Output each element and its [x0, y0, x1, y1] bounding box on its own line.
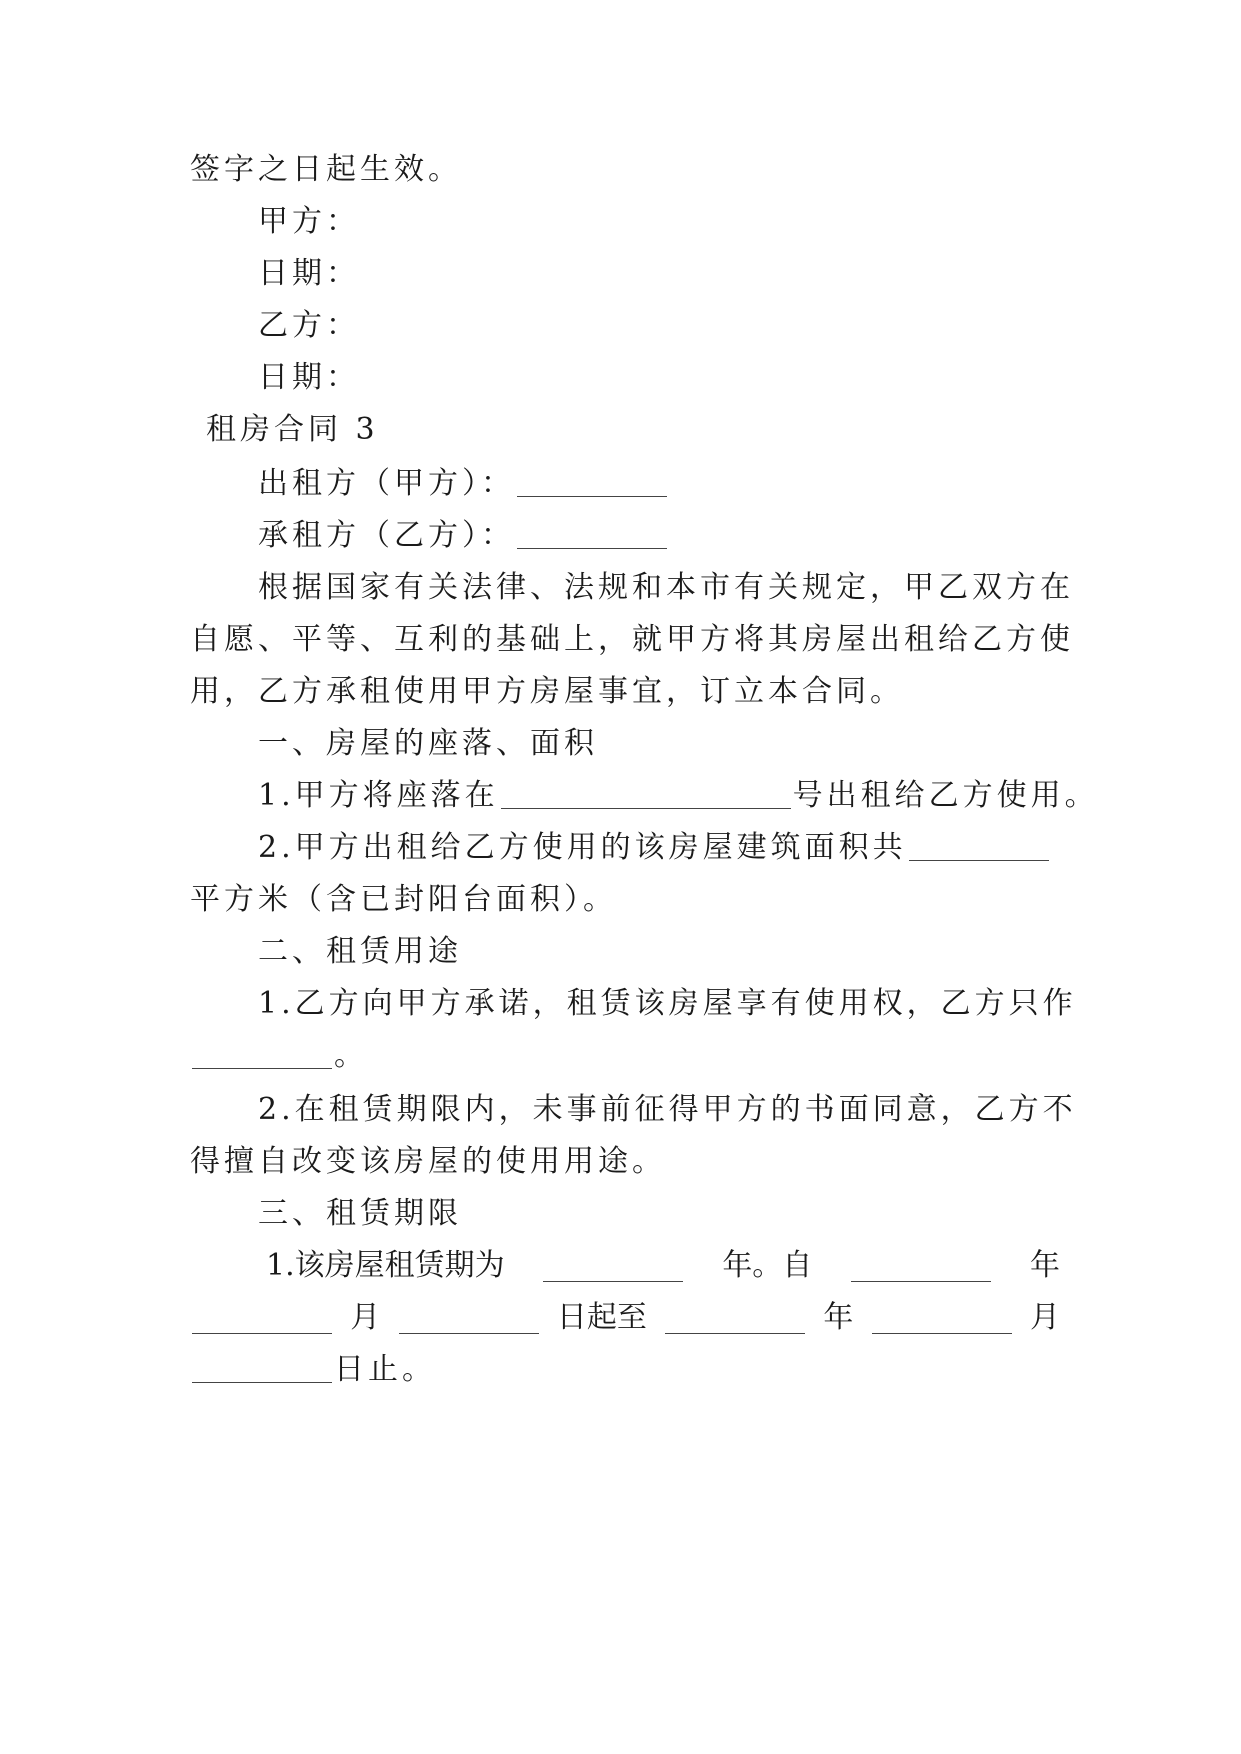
section-3-title: 三、租赁期限	[258, 1196, 462, 1231]
section-1-item-2-cont: 平方米（含已封阳台面积）。	[190, 882, 617, 917]
section-3-item-1-cont	[190, 1298, 1060, 1338]
party-a-signature: 甲方：	[258, 204, 360, 239]
section-3-item-1	[266, 1246, 1060, 1286]
item-text: 年	[823, 1300, 854, 1335]
start-year-blank	[851, 1251, 991, 1282]
item-text: 1.该房屋租赁期为	[266, 1248, 505, 1283]
item-text: 号出租给乙方使用。	[792, 778, 1099, 813]
section-3-item-1-end	[190, 1350, 1060, 1390]
section-1-item-1	[258, 776, 1099, 816]
item-text: 年。自	[722, 1248, 813, 1283]
item-text: 2.甲方出租给乙方使用的该房屋建筑面积共	[258, 830, 907, 865]
section-1-title: 一、房屋的座落、面积	[258, 726, 598, 761]
end-month-blank	[872, 1303, 1012, 1334]
end-year-blank	[665, 1303, 805, 1334]
intro-line-3: 用，乙方承租使用甲方房屋事宜，订立本合同。	[190, 674, 904, 709]
section-2-title: 二、租赁用途	[258, 934, 462, 969]
item-text: 日起至	[556, 1300, 647, 1335]
section-2-item-2: 2.在租赁期限内，未事前征得甲方的书面同意，乙方不	[258, 1092, 1077, 1127]
item-text: 1.甲方将座落在	[258, 778, 499, 813]
party-a-date: 日期：	[258, 256, 360, 291]
party-b-date: 日期：	[258, 360, 360, 395]
item-text: 。	[334, 1038, 368, 1073]
item-text: 月	[350, 1300, 381, 1335]
section-2-item-1: 1.乙方向甲方承诺，租赁该房屋享有使用权，乙方只作	[258, 986, 1077, 1021]
item-text: 年	[1030, 1248, 1060, 1283]
paragraph-effective: 签字之日起生效。	[190, 152, 462, 187]
item-text: 日止。	[334, 1352, 436, 1387]
party-b-signature: 乙方：	[258, 308, 360, 343]
usage-blank	[192, 1038, 332, 1069]
section-2-item-2-cont: 得擅自改变该房屋的使用用途。	[190, 1144, 666, 1179]
address-blank	[501, 778, 791, 809]
lessor-line	[258, 464, 1060, 504]
start-day-blank	[399, 1303, 539, 1334]
lessor-label: 出租方（甲方）：	[258, 466, 515, 501]
lessee-line	[258, 516, 1060, 556]
section-1-item-2	[258, 828, 1060, 868]
lessee-label: 承租方（乙方）：	[258, 518, 515, 553]
lessee-blank	[517, 518, 667, 549]
intro-line-1: 根据国家有关法律、法规和本市有关规定，甲乙双方在	[258, 570, 1074, 605]
intro-line-2: 自愿、平等、互利的基础上，就甲方将其房屋出租给乙方使	[190, 622, 1074, 657]
item-text: 月	[1029, 1300, 1060, 1335]
term-years-blank	[543, 1251, 683, 1282]
start-month-blank	[192, 1303, 332, 1334]
area-blank	[909, 830, 1049, 861]
lessor-blank	[517, 466, 667, 497]
contract-title: 租房合同 3	[206, 412, 379, 447]
end-day-blank	[192, 1352, 332, 1383]
section-2-item-1-cont	[190, 1036, 1060, 1076]
